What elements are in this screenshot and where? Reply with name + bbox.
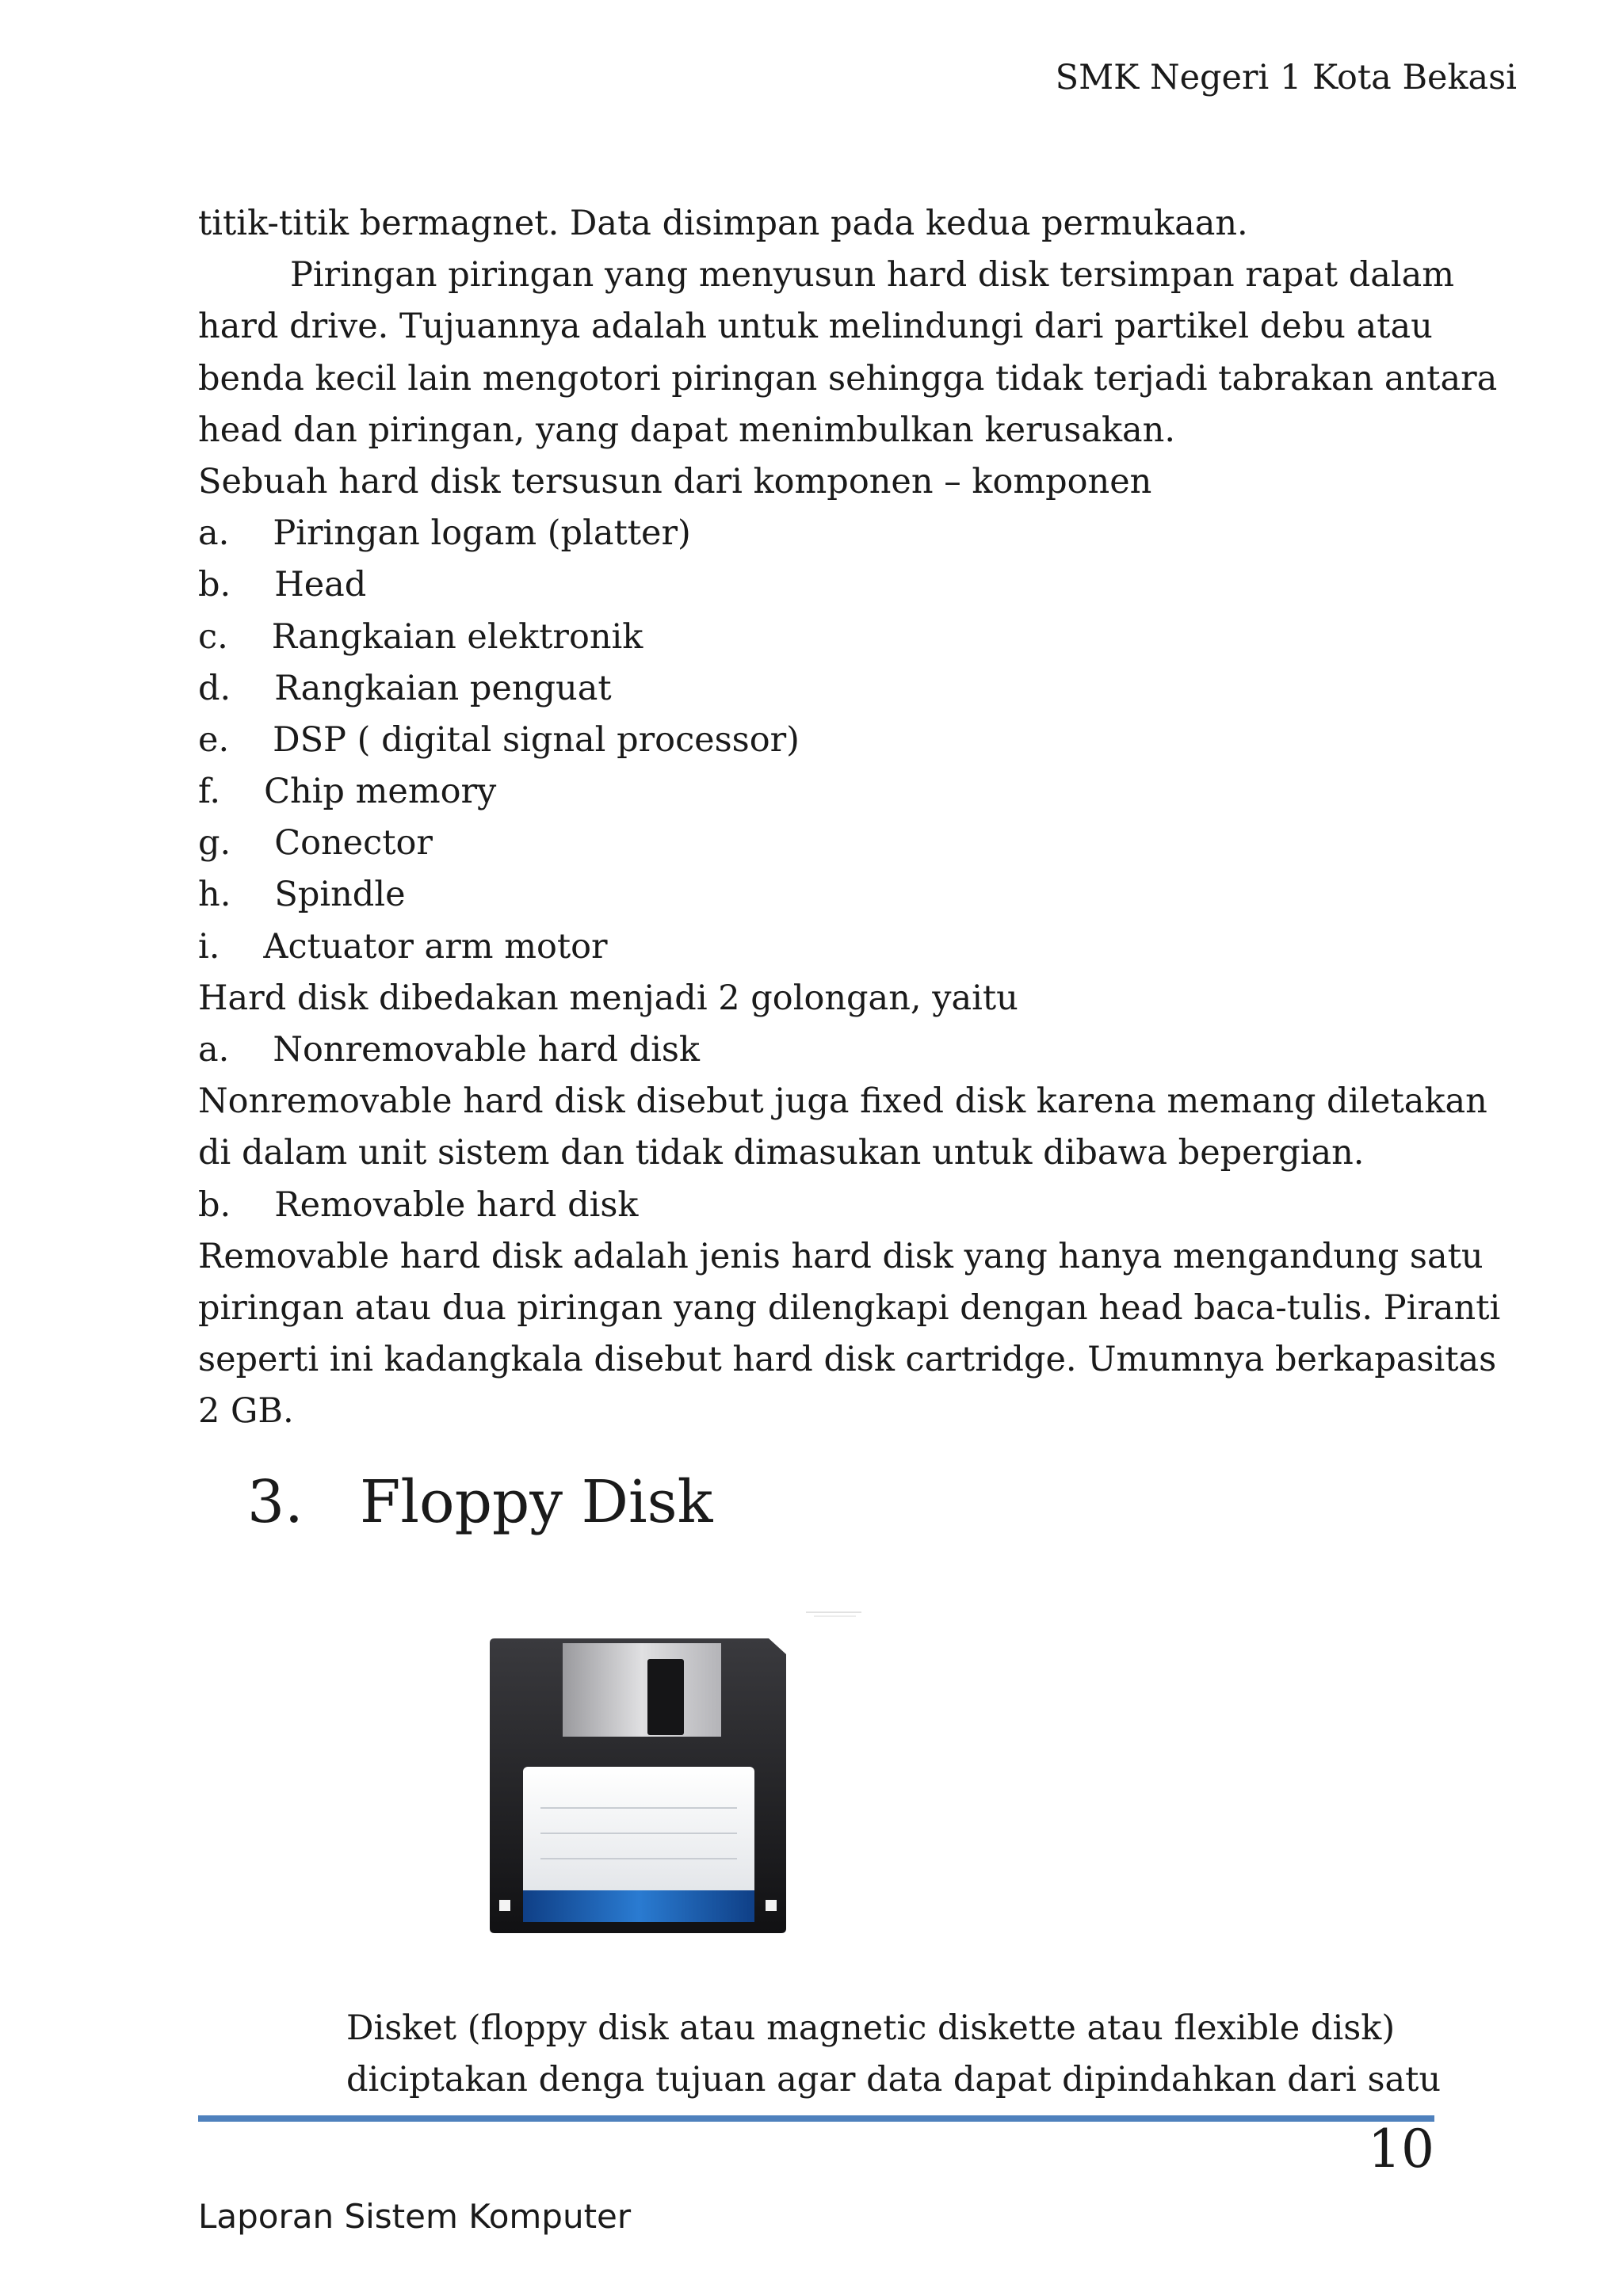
list-item-text: Actuator arm motor bbox=[263, 926, 608, 967]
list-item-letter: e. bbox=[198, 719, 230, 760]
section-heading bbox=[247, 1464, 712, 1540]
section-title: Floppy Disk bbox=[360, 1468, 713, 1536]
list-item-letter: a. bbox=[198, 1030, 230, 1070]
components-intro: Sebuah hard disk tersusun dari komponen – komponen bbox=[198, 461, 1152, 502]
list-item-letter: i. bbox=[198, 926, 220, 967]
list-item bbox=[198, 766, 1434, 818]
caption-line: Disket (floppy disk atau magnetic diskette atau flexible disk) bbox=[346, 2008, 1396, 2048]
paragraph-line: Removable hard disk adalah jenis hard disk yang hanya mengandung satu bbox=[198, 1236, 1484, 1276]
paragraph-line: di dalam unit sistem dan tidak dimasukan untuk dibawa bepergian. bbox=[198, 1133, 1365, 1173]
paragraph-line: head dan piringan, yang dapat menimbulkan kerusakan. bbox=[198, 410, 1176, 450]
caption-line: diciptakan denga tujuan agar data dapat dipindahkan dari satu bbox=[346, 2060, 1442, 2100]
list-item-text: DSP ( digital signal processor) bbox=[273, 719, 800, 760]
list-item bbox=[198, 612, 1434, 663]
paragraph-line: Piringan piringan yang menyusun hard disk tersimpan rapat dalam bbox=[290, 255, 1455, 296]
list-item-text: Head bbox=[274, 565, 367, 605]
list-item bbox=[198, 508, 1434, 559]
list-item-letter: d. bbox=[198, 668, 231, 708]
figure-caption bbox=[346, 2003, 1441, 2106]
list-item-text: Spindle bbox=[274, 875, 406, 915]
list-item bbox=[198, 559, 1434, 611]
paragraph-line: 2 GB. bbox=[198, 1391, 294, 1432]
paragraph-line: benda kecil lain mengotori piringan sehingga tidak terjadi tabrakan antara bbox=[198, 358, 1498, 399]
list-item bbox=[198, 921, 1434, 973]
list-item-letter: a. bbox=[198, 513, 230, 554]
list-item bbox=[198, 715, 1434, 766]
list-item bbox=[198, 869, 1434, 921]
list-item bbox=[198, 1024, 1434, 1076]
list-item-letter: f. bbox=[198, 772, 221, 812]
list-item bbox=[198, 1180, 1434, 1231]
page-number: 10 bbox=[1368, 2119, 1434, 2180]
floppy-disk-figure bbox=[485, 1596, 865, 1944]
list-item-letter: c. bbox=[198, 616, 228, 657]
paragraph-line: hard drive. Tujuannya adalah untuk melindungi dari partikel debu atau bbox=[198, 307, 1433, 347]
paragraph-line: piringan atau dua piringan yang dilengkapi dengan head baca-tulis. Piranti bbox=[198, 1287, 1501, 1328]
list-item-text: Chip memory bbox=[264, 772, 497, 812]
footer-rule bbox=[198, 2115, 1434, 2122]
list-item bbox=[198, 818, 1434, 869]
footer-title: Laporan Sistem Komputer bbox=[198, 2197, 632, 2236]
paragraph-line: seperti ini kadangkala disebut hard disk cartridge. Umumnya berkapasitas bbox=[198, 1340, 1497, 1380]
list-item-text: Rangkaian elektronik bbox=[271, 616, 643, 657]
list-item-text: Conector bbox=[274, 823, 433, 864]
list-item-text: Removable hard disk bbox=[274, 1184, 639, 1225]
types-intro: Hard disk dibedakan menjadi 2 golongan, yaitu bbox=[198, 978, 1018, 1018]
list-item bbox=[198, 663, 1434, 715]
list-item-letter: g. bbox=[198, 823, 231, 864]
section-number: 3. bbox=[247, 1468, 304, 1536]
list-item-text: Nonremovable hard disk bbox=[273, 1030, 700, 1070]
paragraph-line: titik-titik bermagnet. Data disimpan pada kedua permukaan. bbox=[198, 204, 1248, 243]
floppy-disk-icon bbox=[485, 1596, 865, 1944]
list-item-letter: b. bbox=[198, 565, 231, 605]
body-text bbox=[198, 198, 1501, 1438]
page-header: SMK Negeri 1 Kota Bekasi bbox=[1055, 58, 1517, 97]
list-item-letter: b. bbox=[198, 1184, 231, 1225]
list-item-text: Rangkaian penguat bbox=[274, 668, 612, 708]
list-item-letter: h. bbox=[198, 875, 231, 915]
list-item-text: Piringan logam (platter) bbox=[273, 513, 691, 554]
paragraph-line: Nonremovable hard disk disebut juga fixed disk karena memang diletakan bbox=[198, 1081, 1487, 1122]
